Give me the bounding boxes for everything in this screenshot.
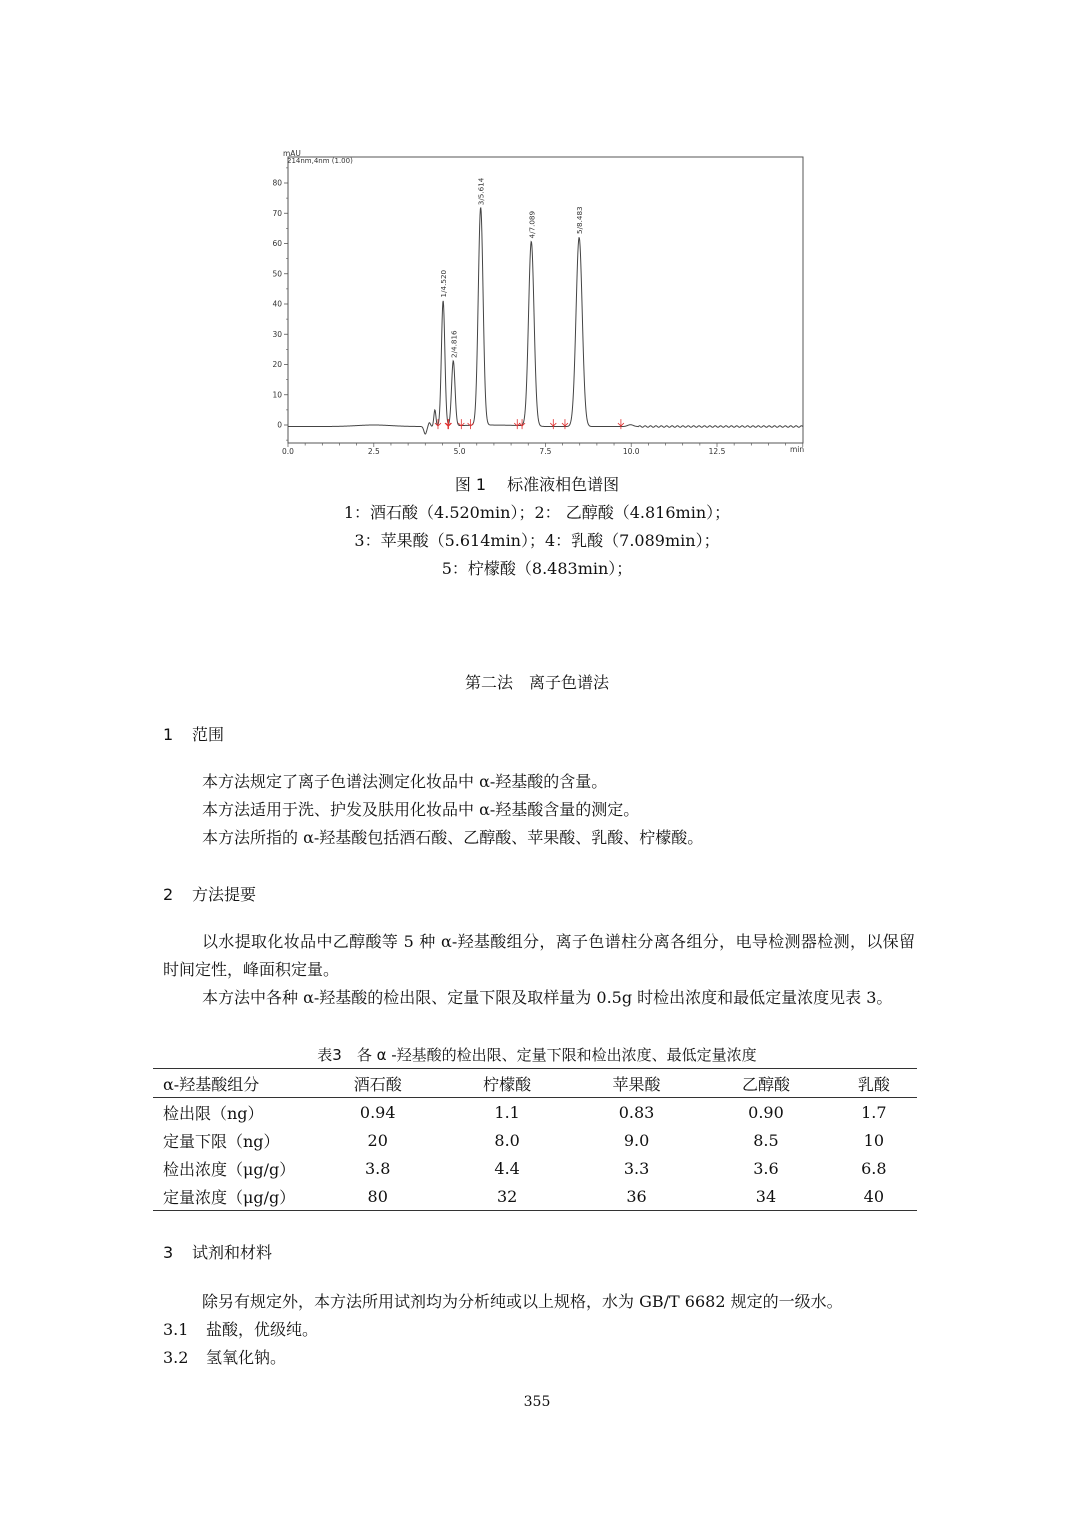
x-tick-label: 5.0 bbox=[453, 447, 466, 456]
table-cell: 检出浓度（μg/g） bbox=[163, 1159, 296, 1179]
integration-marker bbox=[446, 419, 452, 429]
table-cell: 10 bbox=[863, 1130, 885, 1150]
y-tick-label: 10 bbox=[272, 390, 282, 400]
section-number: 1 bbox=[163, 725, 174, 744]
figure-caption: 图 1 标准液相色谱图 bbox=[454, 475, 620, 494]
integration-marker bbox=[445, 419, 451, 429]
section-3-heading bbox=[163, 1240, 272, 1263]
table-cell: 20 bbox=[367, 1130, 388, 1150]
table-cell: 40 bbox=[863, 1186, 885, 1206]
item-text: 氢氧化钠。 bbox=[206, 1348, 287, 1367]
y-tick-label: 70 bbox=[272, 208, 282, 218]
table-cell: 检出限（ng） bbox=[163, 1103, 264, 1123]
y-tick-label: 0 bbox=[277, 420, 282, 430]
item-number: 3.2 bbox=[163, 1348, 189, 1367]
integration-marker bbox=[618, 419, 624, 429]
table-header-cell: 柠檬酸 bbox=[483, 1074, 532, 1094]
y-tick-label: 30 bbox=[272, 329, 282, 339]
section-number: 2 bbox=[163, 885, 174, 904]
table-cell: 36 bbox=[626, 1186, 647, 1206]
table-header-cell: 乳酸 bbox=[857, 1074, 890, 1094]
table-cell: 1.7 bbox=[861, 1102, 887, 1122]
table-title: 表3 各 α -羟基酸的检出限、定量下限和检出浓度、最低定量浓度 bbox=[317, 1046, 757, 1064]
integration-marker bbox=[458, 419, 464, 429]
table-cell: 0.90 bbox=[748, 1102, 784, 1122]
section-2-paragraph: 本方法中各种 α-羟基酸的检出限、定量下限及取样量为 0.5g 时检出浓度和最低定量浓度见表 3。 bbox=[202, 988, 893, 1007]
table-header-cell: 乙醇酸 bbox=[741, 1074, 790, 1094]
table-cell: 34 bbox=[755, 1186, 777, 1206]
table-row bbox=[153, 1098, 917, 1127]
peak-label: 4/7.089 bbox=[527, 210, 537, 239]
section-1-paragraph: 本方法规定了离子色谱法测定化妆品中 α-羟基酸的含量。 bbox=[202, 772, 608, 791]
integration-marker bbox=[562, 419, 568, 429]
figure-legend-line-2: 3：苹果酸（5.614min）；4：乳酸（7.089min）； bbox=[354, 531, 720, 550]
table-cell: 定量下限（ng） bbox=[163, 1131, 280, 1151]
table-cell: 8.0 bbox=[494, 1130, 520, 1150]
channel-label: 214nm,4nm (1.00) bbox=[287, 157, 353, 165]
section-title: 范围 bbox=[192, 725, 225, 744]
x-tick-label: 12.5 bbox=[708, 447, 726, 456]
chromatogram-trace bbox=[288, 207, 803, 434]
table-header-cell: α-羟基酸组分 bbox=[163, 1074, 260, 1094]
section-number: 3 bbox=[163, 1243, 174, 1262]
table-cell: 3.8 bbox=[364, 1158, 391, 1178]
table-header-cell: 酒石酸 bbox=[353, 1074, 402, 1094]
section-3-item bbox=[163, 1316, 318, 1344]
section-3-paragraph: 除另有规定外，本方法所用试剂均为分析纯或以上规格，水为 GB/T 6682 规定的一级水。 bbox=[202, 1292, 843, 1311]
section-title: 方法提要 bbox=[192, 885, 257, 904]
x-axis-label: min bbox=[790, 445, 805, 454]
figure-legend-line-3: 5：柠檬酸（8.483min）； bbox=[441, 559, 633, 578]
peak-label: 3/5.614 bbox=[476, 177, 486, 206]
section-1-paragraph: 本方法所指的 α-羟基酸包括酒石酸、乙醇酸、苹果酸、乳酸、柠檬酸。 bbox=[202, 828, 704, 847]
peak-label: 2/4.816 bbox=[449, 330, 459, 358]
integration-marker bbox=[514, 419, 520, 429]
detection-limits-table bbox=[153, 1068, 917, 1211]
x-tick-label: 2.5 bbox=[367, 447, 380, 456]
section-1-heading bbox=[163, 722, 224, 745]
y-tick-label: 60 bbox=[272, 239, 282, 248]
peak-label: 5/8.483 bbox=[575, 206, 585, 234]
figure-legend-line-1: 1：酒石酸（4.520min）；2： 乙醇酸（4.816min）； bbox=[343, 503, 731, 522]
y-tick-label: 80 bbox=[272, 178, 282, 188]
y-tick-label: 50 bbox=[272, 269, 282, 279]
section-1-paragraph: 本方法适用于洗、护发及肤用化妆品中 α-羟基酸含量的测定。 bbox=[202, 800, 640, 819]
x-tick-label: 0.0 bbox=[282, 447, 294, 456]
item-number: 3.1 bbox=[163, 1320, 189, 1339]
plot-frame bbox=[288, 157, 803, 443]
item-text: 盐酸，优级纯。 bbox=[206, 1320, 319, 1339]
table-cell: 定量浓度（μg/g） bbox=[163, 1187, 296, 1207]
section-title: 试剂和材料 bbox=[192, 1243, 273, 1262]
table-row bbox=[153, 1154, 917, 1182]
peak-label: 1/4.520 bbox=[439, 269, 449, 298]
section-3-item bbox=[163, 1344, 286, 1372]
chromatogram-chart bbox=[268, 145, 818, 465]
section-2-paragraph: 以水提取化妆品中乙醇酸等 5 种 α-羟基酸组分，离子色谱柱分离各组分，电导检测器检测，以保留时间定性，峰面积定量。 bbox=[163, 932, 915, 979]
y-tick-label: 20 bbox=[272, 360, 282, 369]
table-cell: 4.4 bbox=[494, 1158, 520, 1178]
table-cell: 0.94 bbox=[359, 1102, 396, 1122]
table-cell: 8.5 bbox=[753, 1130, 779, 1150]
table-cell: 1.1 bbox=[494, 1102, 520, 1122]
table-cell: 32 bbox=[496, 1186, 518, 1206]
table-cell: 3.6 bbox=[753, 1158, 779, 1178]
integration-marker bbox=[550, 419, 556, 429]
table-row bbox=[153, 1182, 917, 1211]
page-number: 355 bbox=[523, 1394, 551, 1410]
y-axis-label: mAU bbox=[283, 149, 301, 158]
table-cell: 3.3 bbox=[623, 1158, 650, 1178]
method-title: 第二法 离子色谱法 bbox=[464, 673, 609, 692]
table-cell: 6.8 bbox=[861, 1158, 887, 1178]
x-tick-label: 7.5 bbox=[539, 447, 552, 456]
table-cell: 80 bbox=[367, 1186, 388, 1206]
table-cell: 9.0 bbox=[623, 1130, 650, 1150]
table-header-row bbox=[153, 1069, 917, 1098]
section-2-heading bbox=[163, 882, 256, 905]
table-header-cell: 苹果酸 bbox=[612, 1074, 661, 1094]
y-tick-label: 40 bbox=[272, 299, 282, 309]
table-cell: 0.83 bbox=[618, 1102, 655, 1122]
table-row bbox=[153, 1126, 917, 1154]
integration-marker bbox=[435, 419, 441, 429]
integration-marker bbox=[468, 419, 474, 429]
x-tick-label: 10.0 bbox=[622, 447, 640, 456]
